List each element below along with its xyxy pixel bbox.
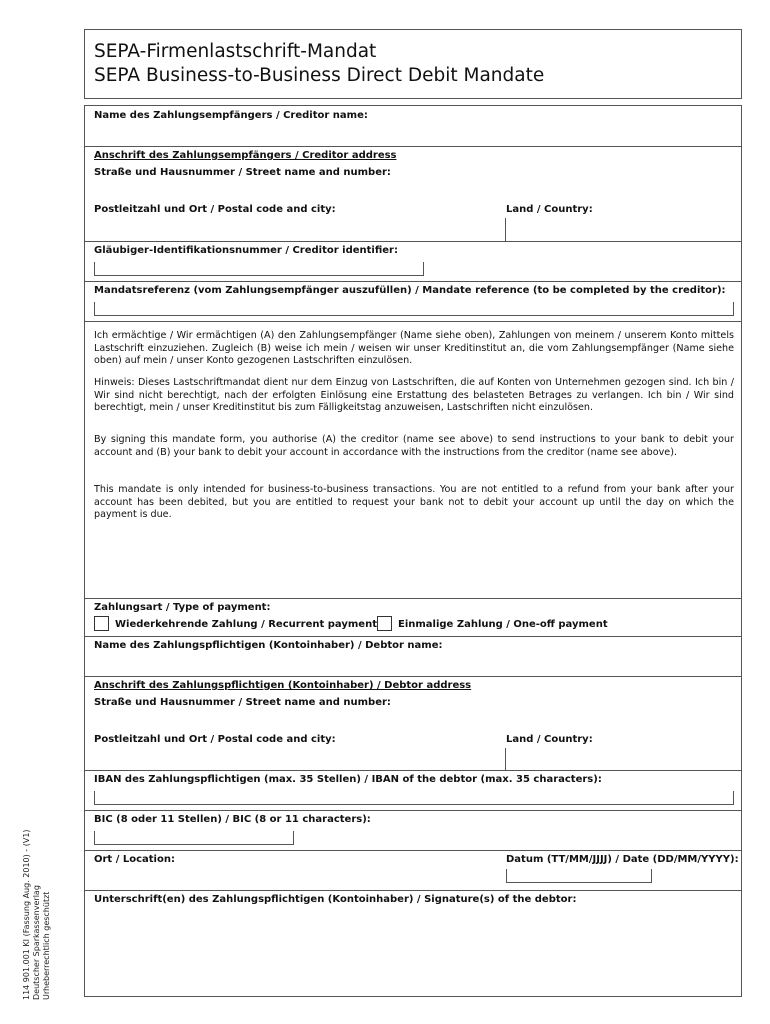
authorisation-text-de: Ich ermächtige / Wir ermächtigen (A) den Zahlungsempfänger (Name siehe oben), Zahlungen von meinem / unserem Konto mittels Lastschrift einzuziehen. Zugleich (B) weise ich mein / weisen wir unser Kreditinstitut an, die vom Zahlungsempfänger (Name siehe oben) auf mein / unser Konto gezogenen Lastschriften einzulösen. xyxy=(94,330,734,367)
authorisation-text-en: By signing this mandate form, you authorise (A) the creditor (name see above) to send instructions to your bank to debit your account and (B) your bank to debit your account in accordance with the instructions from the creditor (name see above). xyxy=(94,434,734,458)
bic-section xyxy=(85,810,741,850)
payment-type-label: Zahlungsart / Type of payment: xyxy=(94,602,271,613)
bic-label: BIC (8 oder 11 Stellen) / BIC (8 or 11 characters): xyxy=(94,814,371,825)
bic-field[interactable] xyxy=(94,831,294,845)
notice-text-en: This mandate is only intended for business-to-business transactions. You are not entitled to a refund from your bank after your account has been debited, but you are entitled to request your bank not to debit your account up until the day on which the payment is due. xyxy=(94,484,734,521)
signature-label: Unterschrift(en) des Zahlungspflichtigen (Kontoinhaber) / Signature(s) of the debtor: xyxy=(94,894,577,905)
creditor-street-label: Straße und Hausnummer / Street name and number: xyxy=(94,167,391,178)
oneoff-payment-checkbox[interactable] xyxy=(377,616,392,631)
creditor-identifier-field[interactable] xyxy=(94,262,424,276)
location-label: Ort / Location: xyxy=(94,854,175,865)
mandate-text-section xyxy=(85,321,741,598)
mandate-reference-section xyxy=(85,281,741,321)
form-footer-note xyxy=(22,829,52,1000)
debtor-name-label: Name des Zahlungspflichtigen (Kontoinhaber) / Debtor name: xyxy=(94,640,443,651)
recurrent-payment-checkbox[interactable] xyxy=(94,616,109,631)
notice-text-de: Hinweis: Dieses Lastschriftmandat dient nur dem Einzug von Lastschriften, die auf Konten von Unternehmen gezogen sind. Ich bin / Wir sind nicht berechtigt, nach der erfolgten Einlösung eine Erstattung des belasteten Betrages zu verlangen. Ich bin / Wir sind berechtigt, mein / unser Kreditinstitut bis zum Fälligkeitstag anzuweisen, Lastschriften nicht einzulösen. xyxy=(94,377,734,414)
creditor-address-section xyxy=(85,146,741,241)
iban-label: IBAN des Zahlungspflichtigen (max. 35 Stellen) / IBAN of the debtor (max. 35 characters): xyxy=(94,774,602,785)
debtor-street-label: Straße und Hausnummer / Street name and number: xyxy=(94,697,391,708)
debtor-address-heading: Anschrift des Zahlungspflichtigen (Kontoinhaber) / Debtor address xyxy=(94,680,472,691)
creditor-country-label: Land / Country: xyxy=(506,204,593,215)
payment-type-section xyxy=(85,598,741,636)
mandate-form xyxy=(84,105,742,997)
oneoff-payment-label: Einmalige Zahlung / One-off payment xyxy=(398,619,608,630)
recurrent-payment-label: Wiederkehrende Zahlung / Recurrent payment xyxy=(115,619,377,630)
date-field[interactable] xyxy=(506,869,652,883)
iban-field[interactable] xyxy=(94,791,734,805)
mandate-reference-label: Mandatsreferenz (vom Zahlungsempfänger auszufüllen) / Mandate reference (to be completed by the creditor): xyxy=(94,285,726,296)
date-label: Datum (TT/MM/JJJJ) / Date (DD/MM/YYYY): xyxy=(506,854,739,865)
title-english: SEPA Business-to-Business Direct Debit Mandate xyxy=(94,65,545,86)
mandate-reference-field[interactable] xyxy=(94,302,734,316)
debtor-country-label: Land / Country: xyxy=(506,734,593,745)
signature-section[interactable] xyxy=(85,890,741,996)
debtor-name-section[interactable] xyxy=(85,636,741,676)
country-divider xyxy=(505,218,506,241)
debtor-postal-label: Postleitzahl und Ort / Postal code and city: xyxy=(94,734,336,745)
iban-section xyxy=(85,770,741,810)
creditor-address-heading: Anschrift des Zahlungsempfängers / Creditor address xyxy=(94,150,397,161)
location-date-section xyxy=(85,850,741,890)
publisher: Deutscher Sparkassenverlag xyxy=(32,885,41,1000)
creditor-identifier-section xyxy=(85,241,741,281)
debtor-address-section xyxy=(85,676,741,770)
creditor-identifier-label: Gläubiger-Identifikationsnummer / Creditor identifier: xyxy=(94,245,398,256)
title-german: SEPA-Firmenlastschrift-Mandat xyxy=(94,41,377,62)
form-number: 114 901.001 KI (Fassung Aug. 2010) - (V1) xyxy=(22,829,31,1000)
creditor-name-label: Name des Zahlungsempfängers / Creditor name: xyxy=(94,110,368,121)
form-header xyxy=(84,29,742,99)
debtor-country-divider xyxy=(505,748,506,771)
creditor-name-section[interactable] xyxy=(85,106,741,146)
creditor-postal-label: Postleitzahl und Ort / Postal code and city: xyxy=(94,204,336,215)
copyright-notice: Urheberrechtlich geschützt xyxy=(42,891,51,1000)
